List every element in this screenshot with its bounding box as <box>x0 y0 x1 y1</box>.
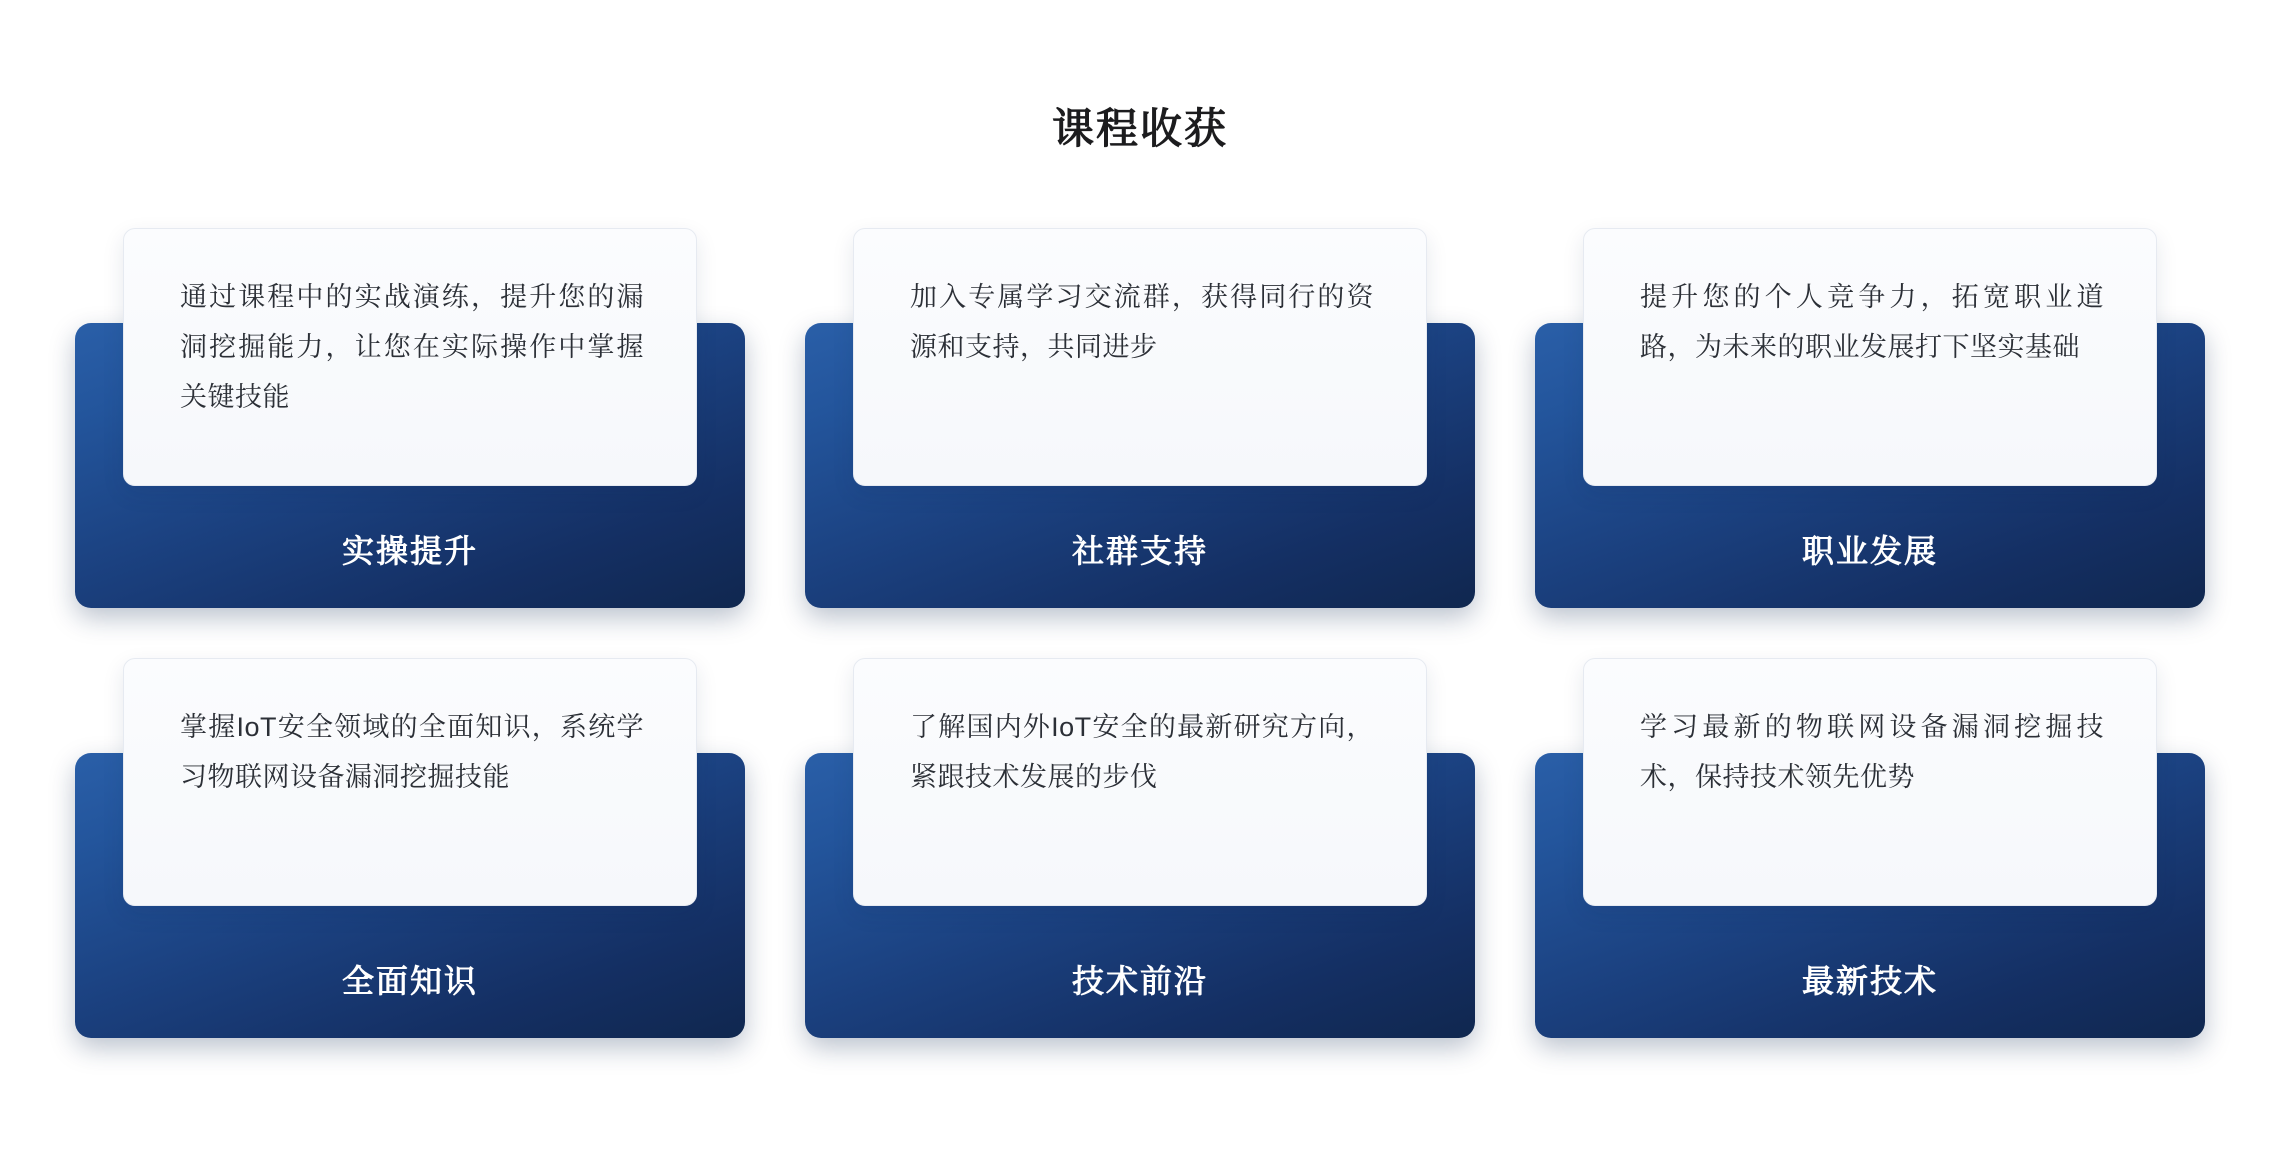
benefit-card-description-box <box>123 658 697 906</box>
benefit-card <box>1535 228 2205 578</box>
benefit-card-label: 实操提升 <box>341 533 478 569</box>
benefit-card-label: 技术前沿 <box>1071 963 1208 999</box>
benefit-card-description-box <box>853 228 1427 486</box>
benefit-card <box>75 658 745 1008</box>
benefit-card-label: 职业发展 <box>1801 533 1938 569</box>
benefit-card-label: 社群支持 <box>1071 533 1208 569</box>
benefit-card-description: 掌握IoT安全领域的全面知识，系统学习物联网设备漏洞挖掘技能 <box>180 712 644 792</box>
benefit-card-description-box <box>853 658 1427 906</box>
page-title: 课程收获 <box>1051 105 1228 152</box>
benefit-card-description: 加入专属学习交流群，获得同行的资源和支持，共同进步 <box>910 282 1374 362</box>
benefit-card <box>805 228 1475 578</box>
benefit-card <box>1535 658 2205 1008</box>
benefit-card-label: 最新技术 <box>1801 963 1938 999</box>
benefit-card-description: 提升您的个人竞争力，拓宽职业道路，为未来的职业发展打下坚实基础 <box>1640 282 2104 362</box>
benefit-card-description: 通过课程中的实战演练，提升您的漏洞挖掘能力，让您在实际操作中掌握关键技能 <box>180 282 644 412</box>
benefit-card-description-box <box>1583 228 2157 486</box>
benefit-card-description: 了解国内外IoT安全的最新研究方向，紧跟技术发展的步伐 <box>910 712 1374 792</box>
benefit-card-description-box <box>1583 658 2157 906</box>
benefit-card <box>805 658 1475 1008</box>
benefit-card <box>75 228 745 578</box>
benefit-card-grid <box>75 228 2205 1048</box>
benefit-card-description: 学习最新的物联网设备漏洞挖掘技术，保持技术领先优势 <box>1640 712 2104 792</box>
benefit-card-description-box <box>123 228 697 486</box>
benefit-card-label: 全面知识 <box>341 963 478 999</box>
